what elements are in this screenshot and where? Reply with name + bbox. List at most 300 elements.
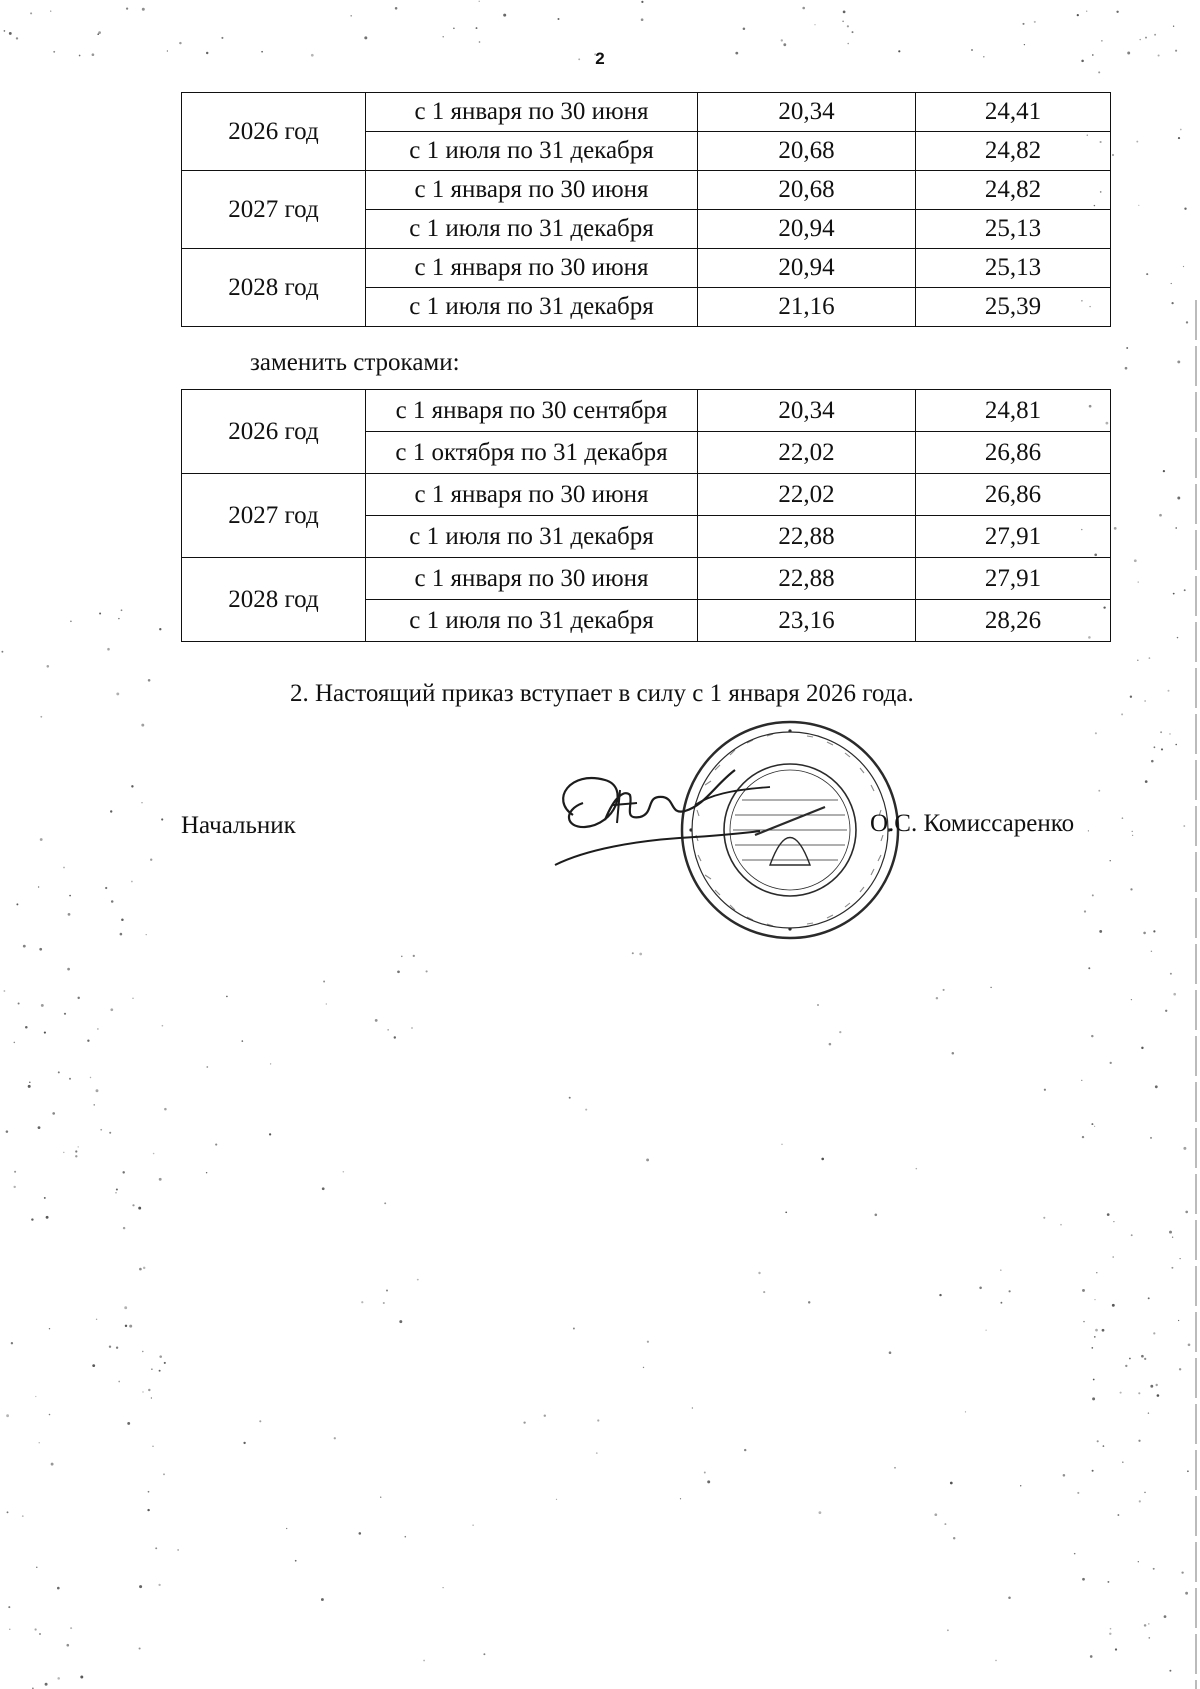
noise-dot <box>159 628 161 630</box>
noise-dot <box>1024 44 1025 45</box>
noise-dot <box>1173 26 1174 27</box>
noise-dot <box>1149 657 1151 659</box>
noise-dot <box>269 1133 271 1135</box>
noise-dot <box>1094 1336 1096 1338</box>
table-row <box>182 558 1111 600</box>
noise-dot <box>965 1411 966 1412</box>
period-cell: с 1 января по 30 июня <box>366 171 698 210</box>
noise-dot <box>11 1342 13 1344</box>
noise-dot <box>14 1171 16 1173</box>
noise-dot <box>57 1677 60 1680</box>
noise-dot <box>1103 1445 1105 1447</box>
noise-dot <box>124 1306 127 1309</box>
noise-dot <box>1091 1347 1093 1349</box>
noise-dot <box>116 692 119 695</box>
noise-dot <box>152 1446 153 1447</box>
noise-dot <box>1138 1440 1140 1442</box>
noise-dot <box>821 1158 824 1161</box>
noise-dot <box>1153 1332 1155 1334</box>
table-row <box>182 390 1111 432</box>
noise-dot <box>1150 1385 1153 1388</box>
noise-dot <box>141 802 142 803</box>
noise-dot <box>321 1598 324 1601</box>
noise-dot <box>744 1449 746 1451</box>
noise-dot <box>105 887 107 889</box>
noise-dot <box>1113 1221 1114 1222</box>
noise-dot <box>1132 835 1133 836</box>
noise-dot <box>1082 1578 1085 1581</box>
noise-dot <box>1009 1290 1011 1292</box>
noise-dot <box>1164 1615 1167 1618</box>
noise-dot <box>1185 1211 1188 1214</box>
noise-dot <box>1083 1321 1084 1322</box>
noise-dot <box>206 1172 207 1173</box>
noise-dot <box>1175 527 1177 529</box>
noise-dot <box>1114 527 1117 530</box>
noise-dot <box>1132 831 1133 832</box>
noise-dot <box>1157 1394 1160 1397</box>
noise-dot <box>1154 34 1156 36</box>
noise-dot <box>69 895 71 897</box>
noise-dot <box>1077 1492 1079 1494</box>
noise-dot <box>1086 11 1087 12</box>
period-cell: с 1 июля по 31 декабря <box>366 210 698 249</box>
noise-dot <box>1095 1329 1098 1332</box>
noise-dot <box>1137 659 1139 661</box>
noise-dot <box>1184 208 1186 210</box>
period-cell: с 1 января по 30 июня <box>366 93 698 132</box>
noise-dot <box>1163 470 1165 472</box>
value1-cell: 22,02 <box>698 474 916 516</box>
noise-dot <box>58 1071 60 1073</box>
noise-dot <box>14 1042 16 1044</box>
noise-dot <box>1093 1379 1095 1381</box>
noise-dot <box>127 1422 130 1425</box>
value1-cell: 20,34 <box>698 93 916 132</box>
signer-position: Начальник <box>181 812 296 839</box>
noise-dot <box>1125 367 1128 370</box>
noise-dot <box>1148 1623 1150 1625</box>
noise-dot <box>148 1491 150 1493</box>
noise-dot <box>643 1367 644 1368</box>
noise-dot <box>29 1081 31 1083</box>
noise-dot <box>16 37 18 39</box>
value2-cell: 24,82 <box>916 171 1111 210</box>
noise-dot <box>110 810 112 812</box>
noise-dot <box>1091 1123 1093 1125</box>
noise-dot <box>118 1381 120 1383</box>
noise-dot <box>944 1523 946 1525</box>
noise-dot <box>889 1351 892 1354</box>
noise-dot <box>115 1192 117 1194</box>
noise-dot <box>1000 1302 1002 1304</box>
value1-cell: 20,34 <box>698 390 916 432</box>
noise-dot <box>57 1587 60 1590</box>
noise-dot <box>943 989 945 991</box>
noise-dot <box>158 1584 160 1586</box>
noise-dot <box>78 1146 79 1147</box>
noise-dot <box>270 1063 271 1064</box>
noise-dot <box>1022 23 1024 25</box>
noise-dot <box>939 1294 941 1296</box>
noise-dot <box>1138 205 1139 206</box>
noise-dot <box>142 1351 143 1352</box>
noise-dot <box>151 1368 152 1369</box>
period-cell: с 1 января по 30 июня <box>366 474 698 516</box>
noise-dot <box>1077 14 1079 16</box>
noise-dot <box>87 1040 89 1042</box>
noise-dot <box>641 18 644 21</box>
noise-dot <box>1161 748 1163 750</box>
noise-dot <box>243 1442 245 1444</box>
noise-dot <box>159 1355 162 1358</box>
noise-dot <box>1141 1355 1144 1358</box>
noise-dot <box>155 1547 157 1549</box>
noise-dot <box>1183 1147 1186 1150</box>
noise-dot <box>1146 273 1148 275</box>
noise-dot <box>1184 589 1186 591</box>
noise-dot <box>118 618 119 619</box>
period-cell: с 1 июля по 31 декабря <box>366 288 698 327</box>
noise-dot <box>120 933 123 936</box>
noise-dot <box>131 785 133 787</box>
noise-dot <box>96 1319 97 1320</box>
noise-dot <box>397 970 400 973</box>
value1-cell: 23,16 <box>698 600 916 642</box>
noise-dot <box>1110 1628 1112 1630</box>
noise-dot <box>647 1341 649 1343</box>
noise-dot <box>23 945 26 948</box>
noise-dot <box>142 1391 143 1392</box>
value2-cell: 26,86 <box>916 474 1111 516</box>
noise-dot <box>1173 993 1176 996</box>
noise-dot <box>4 30 6 32</box>
noise-dot <box>142 8 145 11</box>
noise-dot <box>781 39 783 41</box>
table-row <box>182 249 1111 288</box>
noise-dot <box>52 1112 55 1115</box>
noise-dot <box>1151 951 1152 952</box>
noise-dot <box>1153 930 1155 932</box>
noise-dot <box>641 1 643 3</box>
noise-dot <box>39 948 42 951</box>
noise-dot <box>1082 1289 1085 1292</box>
noise-dot <box>394 1036 396 1038</box>
table-row <box>182 171 1111 210</box>
noise-dot <box>25 1026 28 1029</box>
noise-dot <box>1178 137 1180 139</box>
noise-dot <box>842 21 844 23</box>
noise-dot <box>16 903 18 905</box>
noise-dot <box>159 1370 161 1372</box>
value1-cell: 21,16 <box>698 288 916 327</box>
noise-dot <box>995 1660 996 1661</box>
page-number: 2 <box>595 49 605 68</box>
noise-dot <box>36 1567 37 1568</box>
period-cell: с 1 октября по 31 декабря <box>366 432 698 474</box>
value2-cell: 26,86 <box>916 432 1111 474</box>
noise-dot <box>597 1419 599 1421</box>
noise-dot <box>9 32 12 35</box>
noise-dot <box>557 18 559 20</box>
value2-cell: 24,41 <box>916 93 1111 132</box>
noise-dot <box>411 1027 412 1028</box>
noise-dot <box>1109 1633 1111 1635</box>
noise-dot <box>1 651 3 653</box>
noise-dot <box>22 1515 24 1517</box>
year-cell: 2026 год <box>182 390 366 474</box>
noise-dot <box>990 987 991 988</box>
year-cell: 2027 год <box>182 474 366 558</box>
noise-dot <box>121 919 124 922</box>
noise-dot <box>9 1629 10 1630</box>
noise-dot <box>18 1002 20 1004</box>
noise-dot <box>98 31 101 34</box>
noise-dot <box>7 1511 9 1513</box>
noise-dot <box>758 1272 760 1274</box>
noise-dot <box>384 1202 386 1204</box>
noise-dot <box>1107 1213 1110 1216</box>
noise-dot <box>979 1287 982 1290</box>
noise-dot <box>632 952 634 954</box>
noise-dot <box>1112 1304 1115 1307</box>
noise-dot <box>1138 1561 1139 1562</box>
value1-cell: 22,02 <box>698 432 916 474</box>
noise-dot <box>179 42 181 44</box>
noise-dot <box>1160 731 1162 733</box>
noise-dot <box>50 10 51 11</box>
noise-dot <box>286 1528 287 1529</box>
noise-dot <box>1139 1500 1141 1502</box>
period-cell: с 1 июля по 31 декабря <box>366 516 698 558</box>
noise-dot <box>1180 129 1182 131</box>
noise-dot <box>781 1144 782 1145</box>
noise-dot <box>639 953 642 956</box>
noise-dot <box>259 1420 261 1422</box>
noise-dot <box>34 1628 36 1630</box>
noise-dot <box>364 36 367 39</box>
noise-dot <box>1153 1568 1155 1570</box>
noise-dot <box>1171 283 1172 284</box>
noise-dot <box>49 1414 51 1416</box>
noise-dot <box>1094 1299 1095 1300</box>
value2-cell: 28,26 <box>916 600 1111 642</box>
noise-dot <box>1141 1047 1143 1049</box>
noise-dot <box>35 1396 36 1397</box>
noise-dot <box>40 838 43 841</box>
noise-dot <box>1110 860 1111 861</box>
noise-dot <box>1148 1297 1150 1299</box>
noise-dot <box>544 1415 546 1417</box>
noise-dot <box>1156 1384 1158 1386</box>
noise-dot <box>1170 973 1172 975</box>
noise-dot <box>1112 154 1114 156</box>
noise-dot <box>1116 11 1118 13</box>
value2-cell: 25,13 <box>916 210 1111 249</box>
noise-dot <box>177 1549 178 1550</box>
noise-dot <box>413 955 415 957</box>
noise-dot <box>295 1560 297 1562</box>
noise-dot <box>523 1421 525 1423</box>
noise-dot <box>1126 347 1128 349</box>
handwritten-signature-icon <box>545 765 805 885</box>
noise-dot <box>161 818 163 820</box>
noise-dot <box>1136 141 1138 143</box>
noise-dot <box>1082 1136 1084 1138</box>
noise-dot <box>814 24 815 25</box>
noise-dot <box>139 1268 142 1271</box>
noise-dot <box>386 1290 388 1292</box>
year-cell: 2026 год <box>182 93 366 171</box>
noise-dot <box>829 1043 832 1046</box>
noise-dot <box>1171 302 1173 304</box>
noise-dot <box>94 1104 95 1105</box>
noise-dot <box>107 648 110 651</box>
noise-dot <box>1177 360 1180 363</box>
noise-dot <box>1130 696 1132 698</box>
noise-dot <box>847 43 849 45</box>
noise-dot <box>819 1511 822 1514</box>
noise-dot <box>77 997 79 999</box>
noise-dot <box>350 15 352 17</box>
noise-dot <box>852 31 854 33</box>
value1-cell: 22,88 <box>698 558 916 600</box>
tariff-table-new <box>181 389 1111 642</box>
noise-dot <box>692 1407 693 1408</box>
noise-dot <box>49 1328 50 1329</box>
period-cell: с 1 января по 30 июня <box>366 249 698 288</box>
noise-dot <box>1179 1368 1181 1370</box>
noise-dot <box>1144 1492 1146 1494</box>
noise-dot <box>138 1207 141 1210</box>
noise-dot <box>1145 780 1148 783</box>
noise-dot <box>69 1078 71 1080</box>
noise-dot <box>1088 830 1089 831</box>
noise-dot <box>1186 321 1188 323</box>
noise-dot <box>442 36 443 37</box>
noise-dot <box>153 1153 155 1155</box>
noise-dot <box>375 1019 378 1022</box>
noise-dot <box>121 609 123 611</box>
noise-dot <box>1181 1571 1183 1573</box>
noise-dot <box>785 1211 787 1213</box>
value1-cell: 20,94 <box>698 249 916 288</box>
noise-dot <box>100 1129 102 1131</box>
noise-dot <box>63 867 65 869</box>
noise-dot <box>1179 1258 1180 1259</box>
noise-dot <box>39 1633 41 1635</box>
period-cell: с 1 июля по 31 декабря <box>366 600 698 642</box>
noise-dot <box>226 996 228 998</box>
noise-dot <box>479 41 481 43</box>
noise-dot <box>131 881 133 883</box>
noise-dot <box>139 1585 142 1588</box>
noise-dot <box>1096 1272 1097 1273</box>
noise-dot <box>472 1524 474 1526</box>
value1-cell: 20,68 <box>698 171 916 210</box>
noise-dot <box>680 1498 681 1499</box>
value2-cell: 24,81 <box>916 390 1111 432</box>
noise-dot <box>953 1537 955 1539</box>
noise-dot <box>70 1627 72 1629</box>
period-cell: с 1 января по 30 июня <box>366 558 698 600</box>
noise-dot <box>13 1186 15 1188</box>
noise-dot <box>80 1676 83 1679</box>
value1-cell: 20,94 <box>698 210 916 249</box>
noise-dot <box>4 990 6 992</box>
noise-dot <box>41 1004 44 1007</box>
noise-dot <box>1043 1217 1045 1219</box>
noise-dot <box>1063 1474 1066 1477</box>
noise-dot <box>132 1204 134 1206</box>
noise-dot <box>343 1171 345 1173</box>
noise-dot <box>1091 1035 1093 1037</box>
noise-dot <box>916 1168 918 1170</box>
noise-dot <box>1008 1597 1011 1600</box>
noise-dot <box>39 1442 40 1443</box>
noise-dot <box>1143 932 1146 935</box>
noise-dot <box>1144 1358 1146 1360</box>
noise-dot <box>1092 894 1094 896</box>
noise-dot <box>6 1130 8 1133</box>
noise-dot <box>950 1482 953 1485</box>
noise-dot <box>1095 732 1097 734</box>
noise-dot <box>1150 1137 1152 1139</box>
noise-dot <box>1169 733 1170 734</box>
noise-dot <box>141 724 144 727</box>
noise-dot <box>802 7 805 10</box>
noise-dot <box>1154 746 1156 748</box>
noise-dot <box>334 1437 336 1439</box>
noise-dot <box>1187 1470 1189 1472</box>
noise-dot <box>1125 1365 1127 1367</box>
noise-dot <box>148 679 151 682</box>
noise-dot <box>936 997 938 999</box>
replace-instruction: заменить строками: <box>250 349 460 376</box>
noise-dot <box>242 1040 244 1042</box>
noise-dot <box>1084 910 1086 912</box>
noise-dot <box>1131 999 1132 1000</box>
noise-dot <box>1097 1440 1099 1442</box>
noise-dot <box>1115 1648 1117 1650</box>
noise-dot <box>1171 1267 1173 1269</box>
value2-cell: 24,82 <box>916 132 1111 171</box>
noise-dot <box>426 970 428 972</box>
noise-dot <box>150 859 152 861</box>
noise-dot <box>401 956 402 957</box>
noise-dot <box>6 1414 9 1417</box>
noise-dot <box>1110 1062 1112 1064</box>
noise-dot <box>51 1463 54 1466</box>
noise-dot <box>1188 1343 1191 1346</box>
noise-dot <box>359 1532 362 1535</box>
noise-dot <box>99 612 101 614</box>
noise-dot <box>1130 888 1132 890</box>
noise-dot <box>483 1653 485 1655</box>
noise-dot <box>164 1362 166 1364</box>
noise-dot <box>1138 1392 1140 1394</box>
noise-dot <box>1107 1581 1109 1583</box>
noise-dot <box>215 1144 217 1146</box>
noise-dot <box>116 1188 118 1190</box>
noise-dot <box>1175 744 1177 746</box>
noise-dot <box>8 1606 10 1608</box>
noise-dot <box>1074 1553 1076 1555</box>
noise-dot <box>129 1325 132 1328</box>
noise-dot <box>1131 1234 1133 1236</box>
noise-dot <box>704 1472 706 1474</box>
noise-dot <box>132 997 134 999</box>
